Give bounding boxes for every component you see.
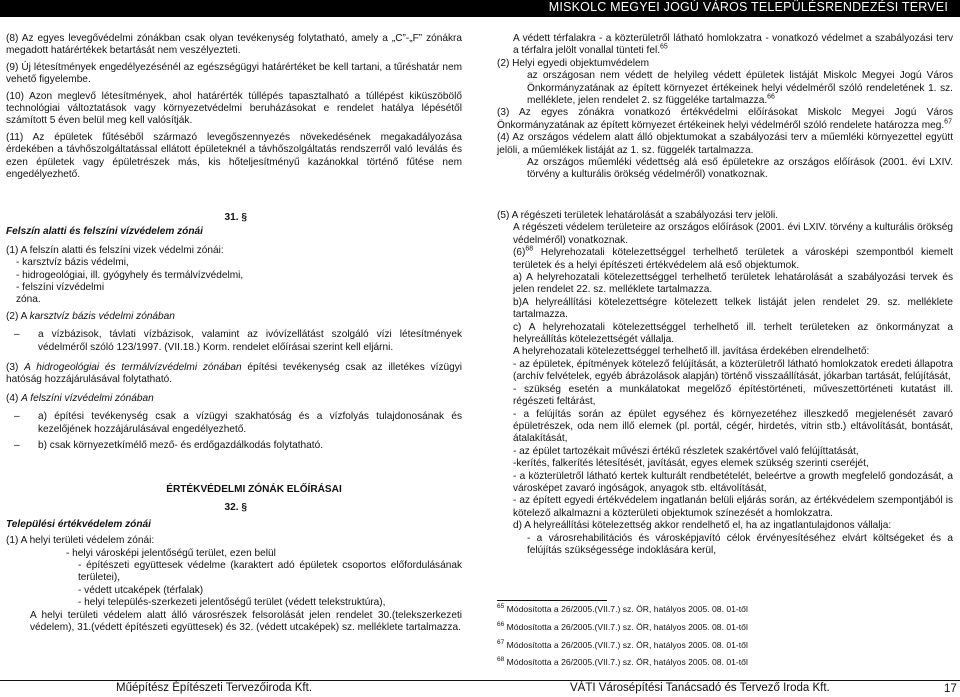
s31-list-item: - karsztvíz bázis védelmi, [16, 257, 129, 269]
footnote-number: 65 [497, 603, 505, 611]
footnote-number: 68 [497, 656, 505, 664]
page-header-bar [0, 0, 960, 17]
section-32-title: Települési értékvédelem zónái [6, 518, 151, 530]
r-item-6-body: Helyrehozatali kötelezettséggel terhelhető területek a városképi szempontból kiemelt területek és a helyi építészeti értékvédelem alá eső objektumok. [513, 247, 953, 271]
protected-facades-body: A védett térfalakra - a közterületről látható homlokzatra - vonatkozó védelmet a szabályozási terv a térfalra jelölt vonallal tünteti fel. [513, 33, 953, 57]
r-list-item: - az épület tartozékait művészi értékű részletek szakértővel való felújíttatását, [513, 445, 859, 457]
s31-item-2-rule [6, 329, 462, 354]
r-item-2: (2) Helyi egyedi objektumvédelem [497, 57, 650, 69]
r-item-5-a: A régészeti védelem területeire az országos előírások (2001. évi LXIV. törvény a kulturális örökség védelméről) vonatkoznak. [513, 222, 953, 246]
r-item-4: (4) Az országos védelem alatt álló objektumokat a szabályozási terv a műemléki környezettel együtt jelöli, a műemlékek listáját az 1. sz. függelék tartalmazza. [497, 132, 953, 156]
r-item-6 [497, 247, 953, 272]
footnote-65 [497, 604, 748, 614]
s31-item-2-zone: karsztvíz bázis védelmi zónában [29, 310, 175, 322]
s31-item-4-prefix: (4) [6, 392, 22, 404]
paragraph-8: (8) Az egyes levegővédelmi zónákban csak olyan tevékenység folytatható, amely a „C”-„F” zónákra megadott határértékek betartását nem veszélyezteti. [6, 33, 462, 57]
footnote-number: 67 [497, 639, 505, 647]
s32-item-1-end: A helyi területi védelem alatt álló városrészek felsorolását jelen rendelet 30.(telekszerkezeti védelem), 31.(védett építészeti együttesek) és 32. (védett utcaképek) sz. melléklete tartalmazza. [30, 609, 462, 634]
dash-bullet: – [14, 440, 20, 452]
s31-item-4-a [6, 411, 462, 436]
footnote-ref: 67 [944, 118, 952, 126]
r-item-6-prefix: (6) [513, 247, 526, 259]
section-31 [6, 212, 462, 453]
s32-list-item: - védett utcaképek (térfalak) [78, 584, 204, 596]
s31-item-4-b [6, 440, 462, 452]
footnote-ref: 65 [660, 44, 668, 52]
r-item-6-d-item: - a városrehabilitációs és városképjavító célok érvényesítéséhez elvárt költségeket és a felújítás szükségessége indoklására kerül, [527, 532, 953, 556]
s31-list-item: - hidrogeológiai, ill. gyógyhely és termálvízvédelmi, [16, 269, 244, 281]
section-31-number: 31. § [224, 212, 247, 223]
footer-left-text: Műépítész Építészeti Tervezőiroda Kft. [116, 682, 313, 694]
protected-facades-text [497, 33, 953, 58]
s31-item-4-b-text: b) csak környezetkímélő mező- és erdőgazdálkodás folytatható. [38, 440, 324, 452]
r-item-6-b: b)A helyreállítási kötelezettségre kötelezett telkek listáját jelen rendelet 29. sz. melléklete tartalmazza. [513, 296, 953, 321]
s32-item-1: (1) A helyi területi védelem zónái: [6, 535, 155, 547]
r-list-item: - az épületek, építmények kötelező felújítását, a közterületről látható homlokzatok eredeti állapotra (archív felvételek, egyéb ábrázolások alapján) történő visszaállítását, jókarban tartását, felújítását, [513, 358, 953, 383]
paragraph-11: (11) Az épületek fűtéséből származó levegőszennyezés növekedésének megakadályozása érdekében a távhőszolgáltatással ellátott épületeknél a távhőszolgáltatás rendszerről való leválás és ezen épületek vagy épületrészek más, kis hőteljesítményű kazánokkal történő fűtése nem engedélyezhető. [6, 131, 462, 181]
s32-list-item: - helyi település-szerkezeti jelentőségű terület (védett telekstruktúra), [78, 597, 386, 609]
s31-item-3-prefix: (3) [6, 362, 25, 374]
dash-bullet: – [14, 329, 20, 341]
r-list-item: - az épített egyedi értékvédelem ingatlanán belüli eljárás során, az értékvédelem szempontjából is kötelező alkalmazni a közterületi objektumok színezését a homlokzatra. [513, 495, 953, 519]
footer-rule [0, 680, 960, 681]
page-header-title: MISKOLC MEGYEI JOGÚ VÁROS TELEPÜLÉSRENDEZÉSI TERVEI [548, 0, 948, 14]
r-list-item: - a közterületről látható kertek kulturált rendbetételét, beleértve a growth megfelelő gondozását, a városképet zavaró ingóságok, anyagok stb. eltávolítását, [513, 470, 953, 494]
footnote-text: Módosította a 26/2005.(VII.7.) sz. ÖR, hatályos 2005. 08. 01-től [506, 640, 748, 650]
r-list-item: - a felújítás során az épület egyséhez és környezetéhez illeszkedő megjelenését zavaró épületrészek, oda nem illő elemek (pl. portál, cégér, hirdetés, vitrin stb.) eltávolítását, bontását, átalakítását, [513, 408, 953, 445]
s31-item-3 [6, 362, 462, 387]
footnote-67 [497, 640, 748, 650]
footnote-ref: 66 [767, 93, 775, 101]
r-item-3-body: (3) Az egyes zónákra vonatkozó értékvédelmi előírásokat Miskolc Megyei Jogú Város Önkormányzatának az épített környezet értékeinek helyi védelméről szóló rendelete határozza meg. [497, 107, 953, 131]
r-item-3 [497, 107, 953, 132]
s31-item-2-text: a vízbázisok, távlati vízbázisok, valamint az ivóvízellátást szolgáló vízi létesítmények védelméről szóló 123/1997. (VII.18.) Korm. rendelet előírásai szerint kell eljárni. [38, 329, 462, 353]
r-list-item: -kerítés, falkerítés létesítését, javítását, egyes elemek szükség szerinti cseréjét, [513, 458, 869, 470]
footnote-separator [497, 600, 607, 601]
s31-item-1: (1) A felszín alatti és felszíni vizek védelmi zónái: [6, 244, 224, 256]
footnote-66 [497, 622, 748, 632]
r-item-2-body: az országosan nem védett de helyileg védett épületek listáját Miskolc Megyei Jogú Város Önkormányzatának az épített környezet értékeinek helyi védelméről szóló rendeletének 1. sz. melléklete, jelen rendelet 2. sz függeléke tartalmazza. [527, 70, 953, 107]
s31-item-3-text: építési tevékenység csak az illetékes vízügyi hatóság hozzájárulásával folytatható. [6, 362, 463, 386]
s31-item-4-zone: A felszíni vízvédelmi zónában [21, 392, 154, 404]
left-column [6, 33, 462, 181]
r-item-2-text [497, 70, 953, 107]
footnote-ref: 68 [525, 245, 534, 253]
s31-item-4-a-text: a) építési tevékenység csak a vízügyi szakhatóság és a vízfolyás tulajdonosának és kezelőjének hozzájárulásával engedélyezhető. [38, 411, 462, 435]
s31-list-item: - felszíni vízvédelmi [16, 282, 105, 294]
page-number: 17 [944, 683, 957, 695]
right-column-bottom [497, 210, 953, 557]
r-item-6-c: c) A helyrehozatali kötelezettséggel terhelhető ill. terhelt területeken az önkormányzat a helyreállítás kötelezettségét vállalja. [513, 321, 953, 346]
dash-bullet: – [14, 411, 20, 423]
r-list-item: - szükség esetén a munkálatokat megelőző építéstörténeti, műveszettörténeti kutatást ill. régészeti feltárást, [513, 383, 953, 408]
r-item-4-b: Az országos műemléki védettség alá eső épületekre az országos előírások (2001. évi LXIV. törvény a kulturális örökség védelméről) vonatkoznak. [527, 157, 953, 181]
r-item-6-d: d) A helyreállítási kötelezettség akkor rendelhető el, ha az ingatlantulajdonos vállalja: [513, 520, 892, 532]
section-31-title: Felszín alatti és felszíni vízvédelem zónái [6, 226, 203, 238]
chapter-heading: ÉRTÉKVÉDELMI ZÓNÁK ELŐÍRÁSAI [166, 484, 342, 495]
section-32-number: 32. § [224, 502, 247, 514]
footnote-text: Módosította a 26/2005.(VII.7.) sz. ÖR, hatályos 2005. 08. 01-től [506, 657, 748, 667]
footnote-68 [497, 657, 748, 667]
s32-list-item: - helyi városképi jelentőségű terület, ezen belül [66, 547, 276, 559]
s31-item-4 [6, 393, 462, 405]
footnote-text: Módosította a 26/2005.(VII.7.) sz. ÖR, hatályos 2005. 08. 01-től [506, 622, 748, 632]
paragraph-10: (10) Azon meglevő létesítmények, ahol határérték túllépés tapasztalható a túllépést kiküszöbölő technológiai változtatások vagy környezetvédelmi beruházásokat e rendelet hatálya lépésétől számított 5 éven belül meg kell valósítják. [6, 90, 462, 127]
footer-right-text: VÁTI Városépítési Tanácsadó és Tervező Iroda Kft. [570, 682, 830, 694]
s31-item-2 [6, 311, 462, 323]
s32-list-item: - építészeti együttesek védelme (karaktert adó épületek csoportos előfordulásának területei), [78, 560, 462, 584]
paragraph-9: (9) Új létesítmények engedélyezésénél az egészségügyi határértéket be kell tartani, a tűréshatár nem vehető figyelembe. [6, 61, 462, 86]
r-item-6-a: a) A helyrehozatali kötelezettséggel terhelhető területek lehatárolását a szabályozási tervek és jelen rendelet 22. sz. melléklete tartalmazza. [513, 272, 953, 296]
s31-item-3-zone: A hidrogeológiai és termálvízvédelmi zónában [24, 362, 242, 374]
footnote-number: 66 [497, 621, 505, 629]
right-column-top [497, 33, 953, 182]
r-item-5: (5) A régészeti területek lehatárolását a szabályozási terv jelöli. [497, 210, 779, 221]
r-item-6-c2: A helyrehozatali kötelezettséggel terhelhető ill. javítása érdekében elrendelhető: [513, 346, 870, 358]
section-32 [6, 484, 462, 634]
s31-item-2-prefix: (2) A [6, 310, 30, 322]
s31-list-end: zóna. [16, 294, 41, 306]
footnote-text: Módosította a 26/2005.(VII.7.) sz. ÖR, hatályos 2005. 08. 01-től [506, 604, 748, 614]
